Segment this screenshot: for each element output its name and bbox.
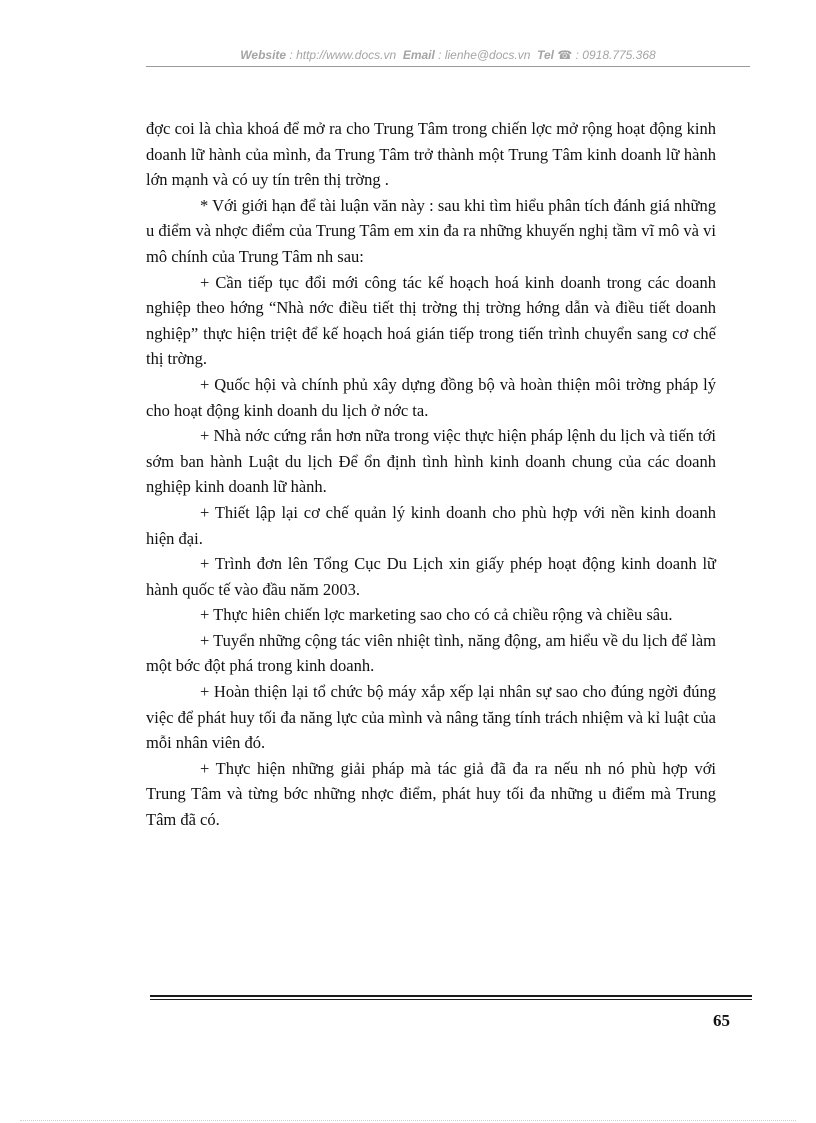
- paragraph: đợc coi là chìa khoá để mở ra cho Trung Tâm trong chiến lợc mở rộng hoạt động kinh doanh lữ hành của mình, đa Trung Tâm trở thành một Trung Tâm kinh doanh lữ hành lớn mạnh và có uy tín trên thị trờng .: [146, 119, 716, 190]
- paragraph: + Hoàn thiện lại tổ chức bộ máy xắp xếp lại nhân sự sao cho đúng ngời đúng việc để phát huy tối đa năng lực của mình và nâng tăng tính trách nhiệm và kỉ luật của mỗi nhân viên đó.: [146, 682, 716, 753]
- paragraph: + Trình đơn lên Tổng Cục Du Lịch xin giấy phép hoạt động kinh doanh lữ hành quốc tế vào đầu năm 2003.: [146, 554, 716, 599]
- paragraph: + Thực hiên chiến lợc marketing sao cho có cả chiều rộng và chiều sâu.: [200, 605, 673, 625]
- footer-rule-thin: [150, 999, 752, 1000]
- website-separator: :: [286, 48, 297, 62]
- email-label: Email: [402, 48, 435, 62]
- paragraph: + Thiết lập lại cơ chế quản lý kinh doanh cho phù hợp với nền kinh doanh hiện đại.: [146, 502, 716, 548]
- paragraph: + Thực hiện những giải pháp mà tác giả đã đa ra nếu nh nó phù hợp với Trung Tâm và từng bớc những nhợc điểm, phát huy tối đa những u điểm mà Trung Tâm đã có.: [146, 758, 716, 830]
- paragraph: + Cần tiếp tục đổi mới công tác kế hoạch hoá kinh doanh trong các doanh nghiệp theo hớng “Nhà nớc điều tiết thị trờng thị trờng hớng dẫn và điều tiết doanh nghiệp” thực hiện triệt để kế hoạch hoá gián tiếp trong tiến trình chuyển sang cơ chế thị trờng.: [146, 272, 716, 369]
- website-label: Website: [240, 48, 287, 62]
- paragraph: + Nhà nớc cứng rắn hơn nữa trong việc thực hiện pháp lệnh du lịch và tiến tới sớm ban hành Luật du lịch Để ổn định tình hình kinh doanh chung của các doanh nghiệp kinh doanh lữ hành.: [146, 426, 716, 497]
- document-body: [146, 116, 716, 833]
- footer-divider: [150, 995, 752, 1000]
- page-header: [148, 48, 748, 62]
- page-number: 65: [713, 1011, 730, 1030]
- tel-label: Tel: [537, 48, 554, 62]
- website-url[interactable]: http://www.docs.vn: [296, 48, 397, 62]
- tel-number: 0918.775.368: [582, 48, 656, 62]
- paragraph: + Quốc hội và chính phủ xây dựng đồng bộ và hoàn thiện môi trờng pháp lý cho hoạt động kinh doanh du lịch ở nớc ta.: [146, 374, 716, 420]
- email-separator: :: [434, 48, 445, 62]
- paragraph: + Tuyển những cộng tác viên nhiệt tình, năng động, am hiểu về du lịch để làm một bớc đột phá trong kinh doanh.: [146, 630, 716, 676]
- email-address[interactable]: lienhe@docs.vn: [444, 48, 531, 62]
- phone-icon: ☎ :: [554, 48, 583, 62]
- footer-rule-thick: [150, 995, 752, 997]
- page-bottom-border: [20, 1120, 796, 1121]
- paragraph: * Với giới hạn để tài luận văn này : sau khi tìm hiểu phân tích đánh giá những u điểm và nhợc điểm của Trung Tâm em xin đa ra những khuyến nghị tầm vĩ mô và vi mô chính của Trung Tâm nh sau:: [146, 195, 716, 266]
- header-divider: [146, 66, 750, 67]
